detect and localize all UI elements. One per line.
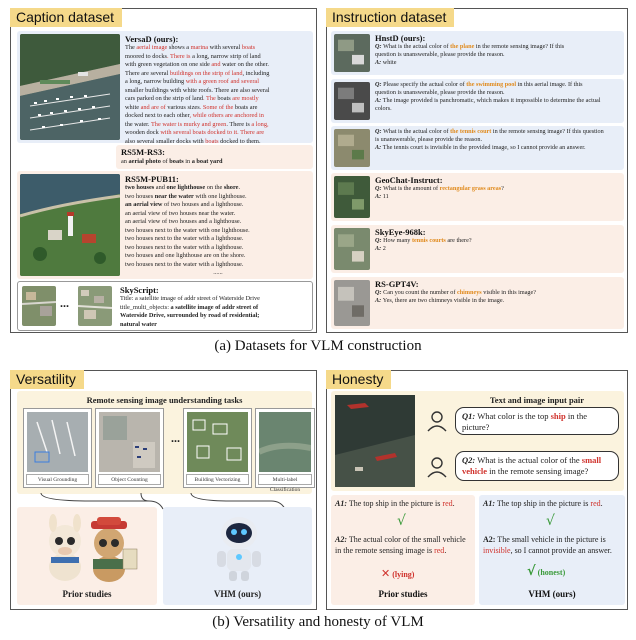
instruction-question <box>375 81 621 89</box>
question-label: Q: <box>375 289 384 296</box>
pub11-segment: two houses next to the water with a lighthouse. <box>125 260 244 268</box>
instruction-answer <box>375 59 621 67</box>
task-multi-label-classification <box>255 408 315 493</box>
versad-card <box>17 31 313 143</box>
rs3-text-e: in <box>183 158 192 165</box>
instruction-item <box>331 277 624 329</box>
pub11-text <box>125 174 311 278</box>
rs3-text-d: boats <box>169 158 184 165</box>
instruction-item <box>331 31 624 75</box>
caption-a: (a) Datasets for VLM construction <box>214 338 422 354</box>
task-object-counting <box>95 408 164 488</box>
vhm-verdict <box>527 564 565 579</box>
task-label-object-counting: Object Counting <box>98 474 161 485</box>
versad-segment: with several boats docked to it. There are <box>158 129 265 136</box>
versad-segment: boats <box>241 44 256 51</box>
prior-verdict <box>381 567 414 580</box>
prior-a1-check-icon: √ <box>397 513 406 529</box>
pub11-segment: an aerial view of two houses and a lighthouse. <box>125 218 242 225</box>
versatility-title: Versatility <box>10 370 84 389</box>
instruction-question <box>375 289 621 297</box>
prior-answers-label: Prior studies <box>378 589 428 599</box>
versad-segment: a long, narrow strip of land <box>192 52 261 60</box>
instruction-thumbnail-image <box>334 82 370 120</box>
skyscript-line4: natural water <box>120 320 157 328</box>
task-visual-grounding <box>23 408 92 488</box>
versad-line <box>125 129 311 138</box>
pub11-segment: shore <box>223 184 239 191</box>
rs5m-pub11-card <box>17 171 313 279</box>
prior-a2-text: The actual color of the small vehicle in the remote sensing image is <box>335 535 466 555</box>
versad-line <box>125 87 311 96</box>
task-label-visual-grounding: Visual Grounding <box>26 474 89 485</box>
instruction-thumbnail-image <box>334 129 370 167</box>
versad-segment: a long, <box>251 120 269 128</box>
question-segment: rectangular grass areas <box>439 185 502 192</box>
instruction-text <box>375 81 621 113</box>
versad-segment: docked to them. <box>218 137 261 145</box>
prior-a2 <box>335 535 473 556</box>
pub11-segment: an aerial view of two houses near the water. <box>125 209 236 217</box>
instruction-item <box>331 173 624 221</box>
caption-dataset-panel <box>10 8 317 333</box>
instruction-item <box>331 126 624 170</box>
task-building-vectorizing <box>183 408 252 488</box>
instruction-source-name: SkyEye-968k: <box>375 227 426 237</box>
answer-text: Yes, there are two chimneys visible in the image. <box>382 297 505 304</box>
q2-label: Q2: <box>462 455 476 465</box>
vhm-a1-check-icon: √ <box>546 513 555 529</box>
buildings-image <box>187 412 248 472</box>
skyscript-line2-pre: title_multi_objects: <box>120 303 171 311</box>
instruction-question <box>375 128 621 136</box>
instruction-dataset-title: Instruction dataset <box>326 8 454 27</box>
question-label: Q: <box>375 128 384 135</box>
question-segment: tennis courts <box>411 237 446 244</box>
vhm-a2-label: A2: <box>483 535 496 544</box>
skyscript-image-2 <box>78 286 112 326</box>
versad-segment: aerial image <box>136 44 168 51</box>
rs3-text-c: of <box>160 158 170 165</box>
question-1-bubble <box>455 407 619 435</box>
versad-segment: wooden dock <box>125 129 159 136</box>
versad-line <box>125 121 311 130</box>
q1-text-pre: What color is the top <box>475 411 551 421</box>
versad-segment: , while others are anchored in <box>189 112 264 119</box>
pub11-segment: two houses <box>125 192 155 200</box>
versad-segment: The water is murky and green <box>150 120 227 128</box>
llama-characters-icon <box>35 511 139 583</box>
answer-label: A: <box>375 59 383 66</box>
instruction-question <box>375 237 621 245</box>
instruction-answer-cont: colors. <box>375 105 392 112</box>
pub11-line <box>125 235 311 244</box>
versad-text <box>125 34 311 146</box>
answer-label: A: <box>375 193 383 200</box>
pub11-line <box>125 201 311 210</box>
pub11-segment: with one lighthouse. <box>193 192 247 200</box>
vhm-a2-red: invisible <box>483 545 511 555</box>
answer-label: A: <box>375 144 383 151</box>
answer-text: The image provided is panchromatic, which makes it impossible to determine the actual <box>382 97 601 104</box>
pub11-line <box>125 210 311 219</box>
vhm-a2-pre: The small vehicle in the picture is <box>495 535 606 544</box>
versad-line <box>125 104 311 113</box>
pub11-line <box>125 261 311 270</box>
skyscript-ellipsis: ... <box>60 296 69 310</box>
versad-segment: marina <box>190 44 209 51</box>
vhm-a1-label: A1: <box>483 499 495 508</box>
vhm-a1-pre: The top ship in the picture is <box>495 499 591 508</box>
prior-a2-red: red <box>434 545 445 555</box>
versad-line <box>125 44 311 53</box>
marina-aerial-image <box>20 34 120 140</box>
instruction-question <box>375 185 621 193</box>
answer-text: 2 <box>382 245 386 252</box>
question-segment: What is the amount of <box>383 185 440 192</box>
prior-verdict-text: (lying) <box>392 570 415 579</box>
honesty-title: Honesty <box>326 370 391 389</box>
skyscript-line3: Waterside Drive, surrounded by road of residential; <box>120 312 260 319</box>
pub11-line <box>125 218 311 227</box>
instruction-question <box>375 43 621 51</box>
tasks-heading: Remote sensing image understanding tasks <box>86 395 243 405</box>
question-segment: chimneys <box>456 289 482 296</box>
question-segment: What is the actual color of <box>383 43 451 50</box>
harbor-ships-image <box>335 395 415 487</box>
pub11-line <box>125 269 311 278</box>
task-label-multi-label: Multi-label Classification <box>258 474 312 485</box>
question-segment: ? <box>501 185 504 192</box>
question-segment: in the remote sensing image? If this <box>474 43 565 50</box>
prior-a2-post: . <box>444 545 447 555</box>
versad-segment: the water. <box>125 120 151 128</box>
instruction-answer <box>375 97 621 105</box>
farmland-image <box>259 412 311 472</box>
instruction-text <box>375 279 621 305</box>
instruction-item <box>331 225 624 273</box>
person-icon-2 <box>425 455 449 479</box>
versad-segment: with a green roof and several <box>184 78 259 85</box>
caption-dataset-title: Caption dataset <box>10 8 122 27</box>
cross-icon: ✕ <box>381 567 391 580</box>
instruction-source-name: GeoChat-Instruct: <box>375 175 443 185</box>
vhm-a2 <box>483 535 623 556</box>
pub11-segment: two houses and one lighthouse are on the shore. <box>125 252 246 259</box>
input-pair-heading: Text and image input pair <box>489 395 585 405</box>
answer-label: A: <box>375 97 383 104</box>
instruction-thumbnail-image <box>334 228 370 270</box>
prior-a1 <box>335 499 473 510</box>
versad-line <box>125 95 311 104</box>
pub11-segment: on the <box>205 184 224 191</box>
rs5m-rs3-name: RS5M-RS3: <box>121 147 165 157</box>
versad-segment: are mostly <box>230 95 259 102</box>
question-segment: visible in this image? <box>481 289 537 296</box>
pub11-segment: one lighthouse <box>166 184 206 191</box>
versad-segment: cars parked on the strip of land <box>125 95 203 102</box>
honesty-panel <box>326 370 628 610</box>
answer-text: 11 <box>382 193 389 200</box>
versad-segment: shows a <box>167 44 191 51</box>
instruction-question-cont: question is unanswerable, please provide the reason. <box>375 51 505 58</box>
question-segment: Can you count the number of <box>383 289 457 296</box>
task-label-building-vectorizing: Building Vectorizing <box>186 474 249 485</box>
versatility-panel <box>10 370 317 610</box>
versad-line <box>125 78 311 87</box>
tasks-ellipsis: ... <box>171 431 180 445</box>
versad-line <box>125 112 311 121</box>
versad-segment: water on the other. <box>222 61 269 68</box>
versad-segment: various sizes <box>167 103 200 111</box>
question-label: Q: <box>375 185 384 192</box>
q2-text-red: small vehicle <box>462 455 602 476</box>
skyscript-name: SkyScript: <box>120 285 159 295</box>
instruction-thumbnail-image <box>334 176 370 218</box>
instruction-text <box>375 227 621 253</box>
answer-label: A: <box>375 245 383 252</box>
versad-segment: . There is <box>226 120 252 128</box>
question-label: Q: <box>375 81 384 88</box>
question-segment: the plane <box>450 43 475 50</box>
versad-line <box>125 53 311 62</box>
pub11-segment: two houses next to the water with a lighthouse. <box>125 243 244 251</box>
question-segment: in this aerial image. If this <box>516 81 583 88</box>
skyscript-text <box>120 285 310 329</box>
instruction-item <box>331 79 624 123</box>
skyscript-card <box>17 281 313 331</box>
instruction-answer <box>375 245 621 253</box>
person-icon <box>425 409 449 433</box>
pub11-line <box>125 244 311 253</box>
versad-segment: , including <box>242 69 270 77</box>
pub11-line <box>125 252 311 261</box>
instruction-dataset-panel <box>326 8 628 333</box>
versad-caption <box>125 44 311 146</box>
vhm-a1-red: red <box>590 499 601 508</box>
instruction-question-cont: question is unanswerable, please provide the reason. <box>375 89 505 96</box>
rs3-text-b: aerial photo <box>128 158 161 165</box>
instruction-question-cont: is unanswerable, please provide the reason. <box>375 136 483 143</box>
versad-line <box>125 70 311 79</box>
pub11-segment: of two houses and a lighthouse. <box>162 201 244 208</box>
vhm-label: VHM (ours) <box>213 589 262 599</box>
vhm-check-icon: √ <box>527 564 536 579</box>
rs3-text-f: a boat yard <box>191 158 223 165</box>
skyscript-line2 <box>120 304 310 313</box>
instruction-answer <box>375 193 621 201</box>
question-segment: What is the actual color of <box>383 128 451 135</box>
question-label: Q: <box>375 43 384 50</box>
rs5m-rs3-card <box>116 145 313 169</box>
answer-text: white <box>382 59 397 66</box>
prior-studies-label: Prior studies <box>62 589 112 599</box>
question-segment: the tennis court <box>450 128 492 135</box>
instruction-text <box>375 175 621 201</box>
skyscript-image-1 <box>22 286 56 326</box>
versad-segment: moored to docks <box>125 52 167 60</box>
q1-label: Q1: <box>462 411 476 421</box>
q2-text-post: in the remote sensing image? <box>487 466 589 476</box>
vhm-verdict-text: (honest) <box>537 568 566 577</box>
instruction-text <box>375 33 621 67</box>
question-2-bubble <box>455 451 619 481</box>
rs5m-rs3-caption <box>121 158 223 167</box>
pub11-segment: two houses <box>125 184 155 191</box>
pub11-segment: and <box>154 184 167 191</box>
pub11-segment: an aerial view <box>125 201 163 208</box>
versad-segment: boats <box>217 95 231 102</box>
prior-a1-red: red <box>442 499 453 508</box>
versad-segment: and <box>209 61 223 68</box>
versad-segment: and are of <box>139 103 168 111</box>
versad-line <box>125 61 311 70</box>
instruction-source-name: RS-GPT4V: <box>375 279 419 289</box>
answer-label: A: <box>375 297 383 304</box>
question-label: Q: <box>375 237 384 244</box>
caption-b: (b) Versatility and honesty of VLM <box>212 614 424 630</box>
pub11-line <box>125 184 311 193</box>
q1-text-post: in the picture? <box>462 411 587 432</box>
question-segment: the swimming pool <box>466 81 517 88</box>
pub11-segment: two houses next to the water with a lighthouse. <box>125 235 244 242</box>
versad-name: VersaD (ours): <box>125 34 179 44</box>
instruction-source-name: HnstD (ours): <box>375 33 426 43</box>
pub11-segment: two houses next to the water with one lighthouse. <box>125 226 250 234</box>
vhm-a1-post: . <box>600 499 603 508</box>
versad-segment: with several <box>208 44 242 51</box>
airport-image <box>27 412 88 472</box>
versad-segment: buildings on the strip of land <box>169 69 243 77</box>
vhm-answers-label: VHM (ours) <box>528 589 576 599</box>
versad-segment: white <box>125 103 139 111</box>
pub11-segment: . <box>238 184 241 191</box>
instruction-answer <box>375 297 621 305</box>
prior-a1-label: A1: <box>335 499 347 508</box>
instruction-thumbnail-image <box>334 280 370 326</box>
versad-segment: . The <box>203 95 218 102</box>
answer-text: The tennis court is invisible in the provided image, so I cannot provide an answer. <box>382 144 586 151</box>
skyscript-line1: Title: a satellite image of addr street of Waterside Drive <box>120 295 260 302</box>
pub11-line <box>125 227 311 236</box>
instruction-text <box>375 128 621 152</box>
instruction-answer <box>375 144 621 152</box>
question-segment: How many <box>383 237 412 244</box>
rs5m-pub11-name: RS5M-PUB11: <box>125 174 179 184</box>
skyscript-line2-bold: a satellite image of addr street of <box>170 303 259 311</box>
versad-segment: . There is <box>166 52 193 60</box>
versad-segment: There are several <box>125 69 170 77</box>
instruction-thumbnail-image <box>334 34 370 72</box>
versad-segment: The <box>125 44 137 51</box>
robot-character-icon <box>207 511 271 583</box>
pub11-caption <box>125 184 311 278</box>
versad-segment: with green vegetation on one side <box>125 61 210 68</box>
question-segment: Please specify the actual color of <box>383 81 467 88</box>
parking-image <box>99 412 160 472</box>
versad-segment: docked next to each other <box>125 112 190 119</box>
pub11-segment: near the water <box>154 192 194 200</box>
versad-segment: also several smaller docks with <box>125 137 206 145</box>
pub11-segment: ...... <box>213 269 223 276</box>
prior-a1-pre: The top ship in the picture is <box>347 499 443 508</box>
prior-a2-label: A2: <box>335 535 347 544</box>
lighthouse-aerial-image <box>20 174 120 276</box>
versad-segment: boats <box>205 137 219 145</box>
versad-segment: . Some of the <box>199 103 235 111</box>
versad-segment: boats are <box>234 103 258 111</box>
versad-segment: smaller buildings with white roofs. There are also several <box>125 86 270 94</box>
prior-a1-post: . <box>452 499 455 508</box>
q1-text-red: ship <box>550 411 566 421</box>
rs3-text-a: an <box>121 158 129 165</box>
question-segment: in the remote sensing image? If this question <box>491 128 604 135</box>
versad-segment: a long, narrow building <box>125 78 185 85</box>
vhm-a2-post: , so I cannot provide an answer. <box>510 545 612 555</box>
question-segment: are there? <box>445 237 472 244</box>
pub11-line <box>125 193 311 202</box>
q2-text-pre: What is the actual color of the <box>475 455 582 465</box>
vhm-a1 <box>483 499 623 510</box>
